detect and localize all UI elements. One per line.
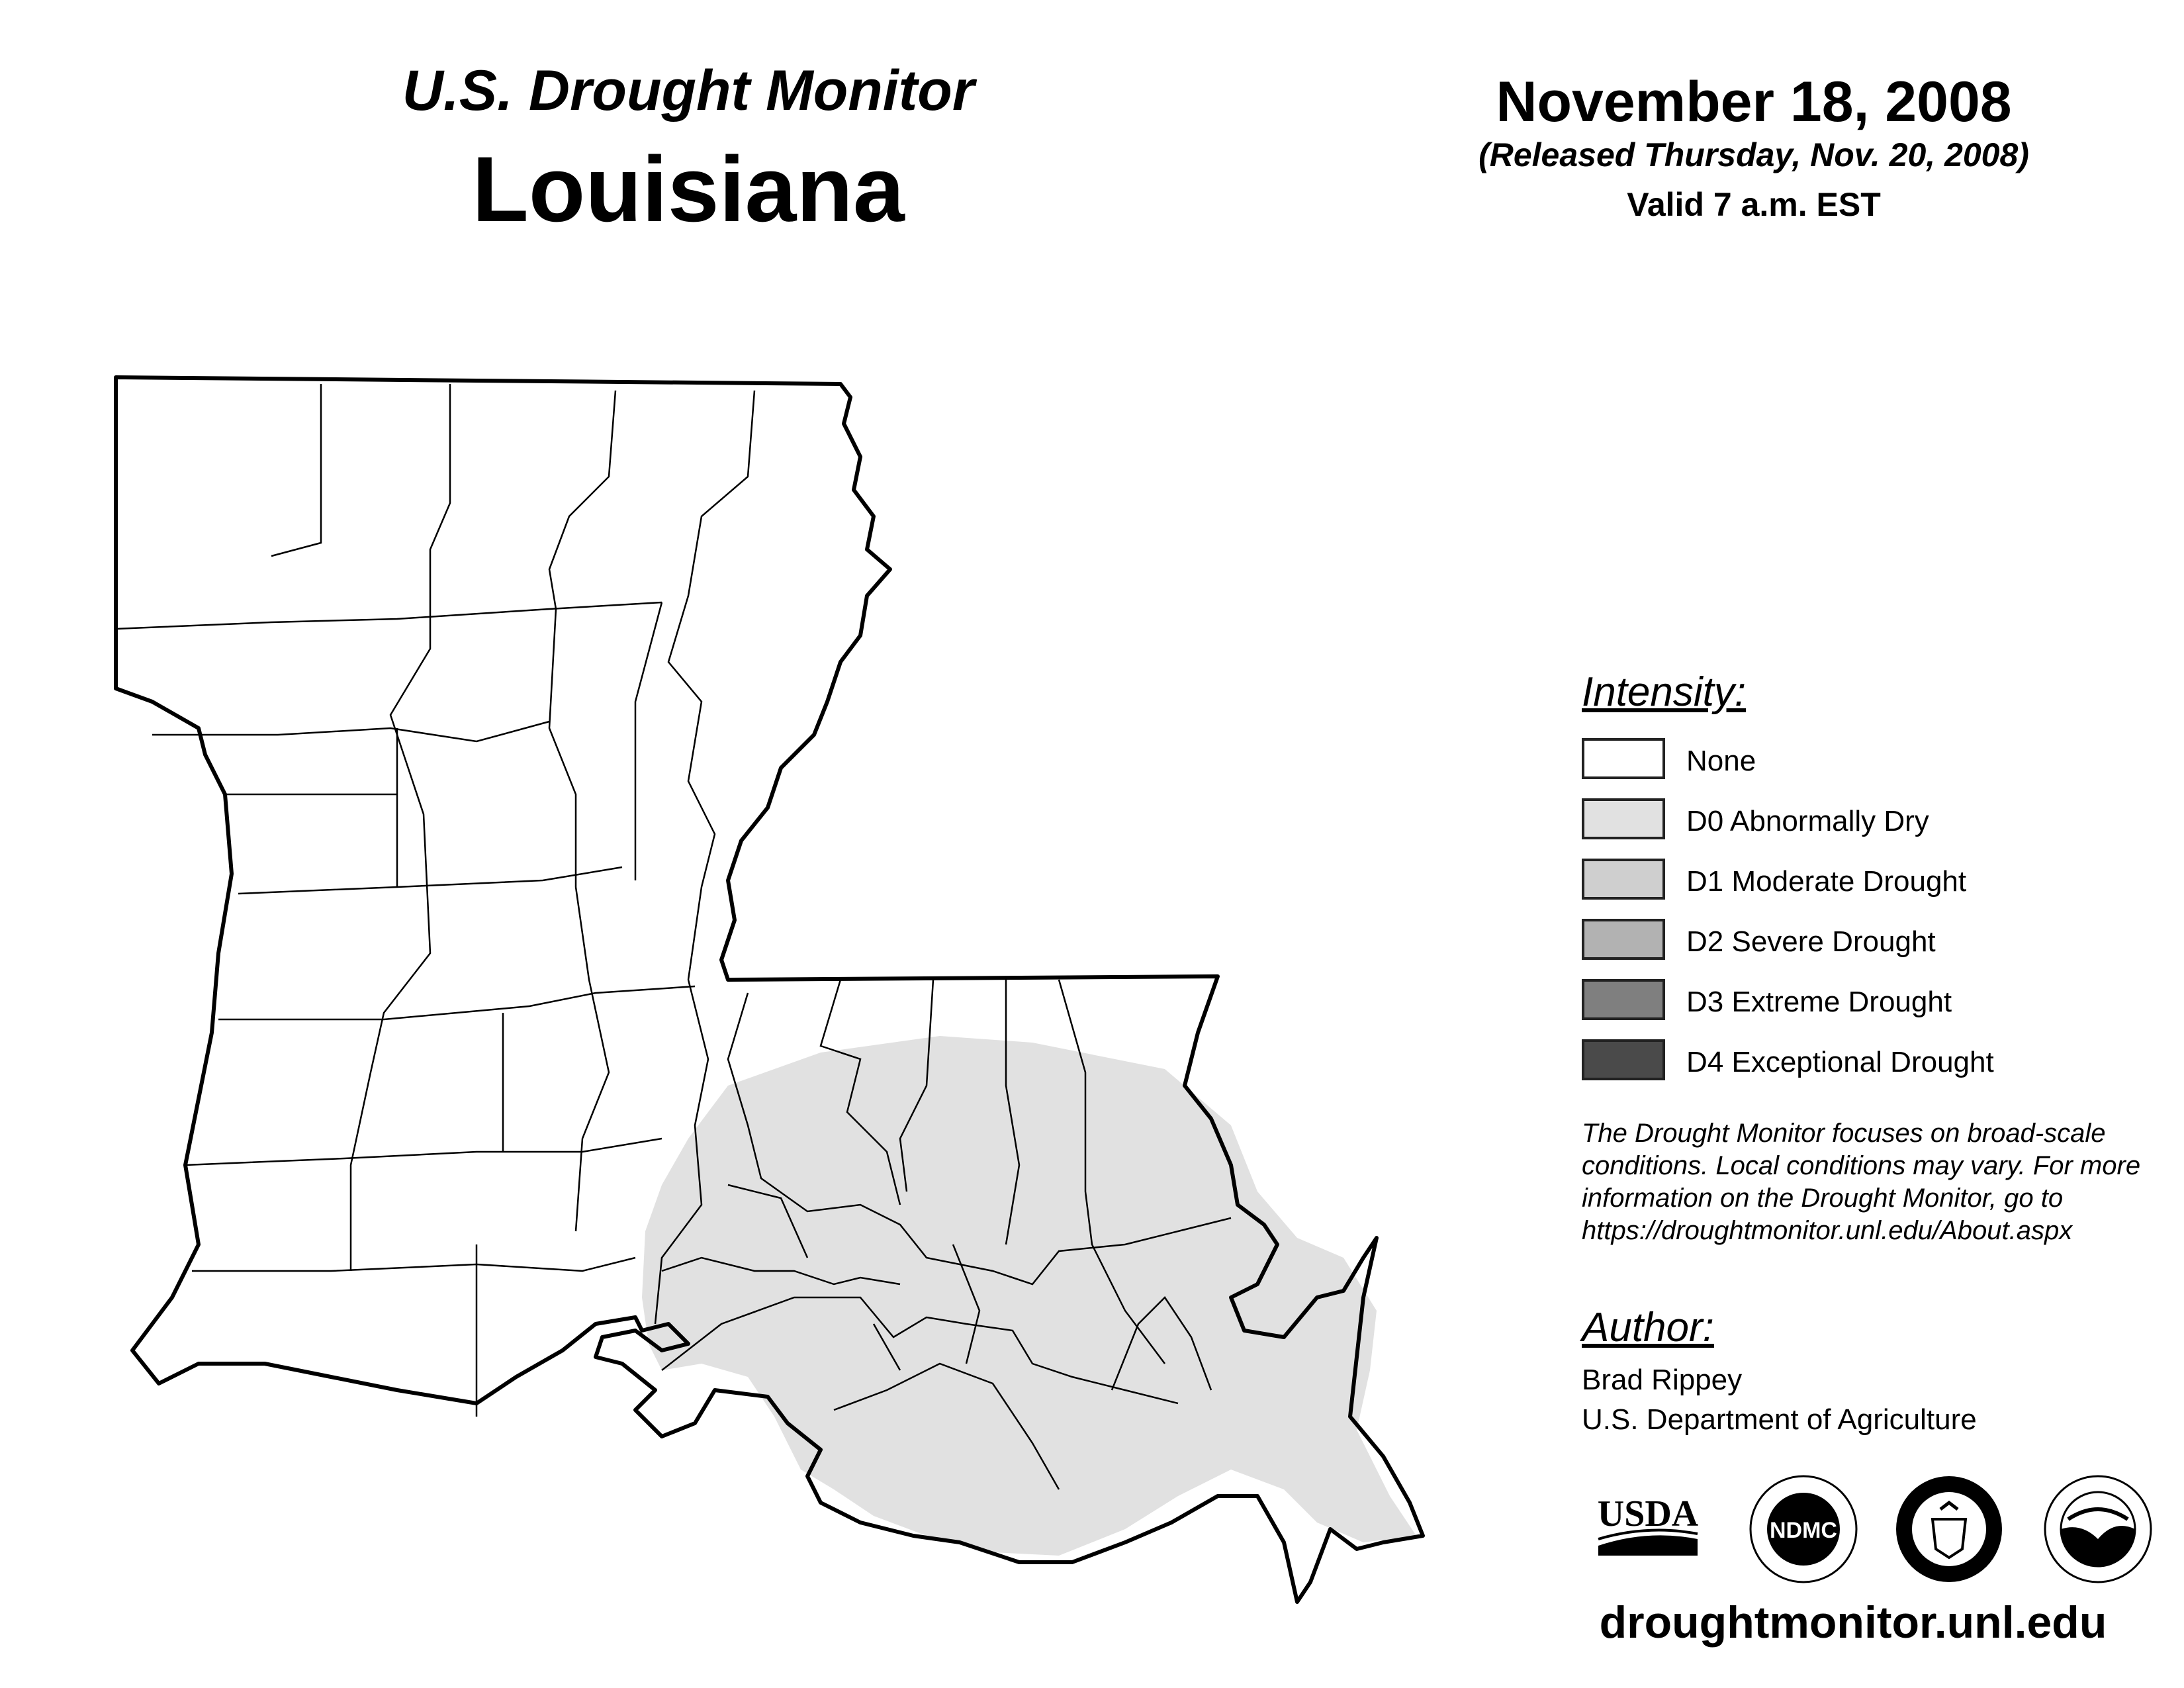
author-title: Author: bbox=[1582, 1305, 1714, 1350]
legend-swatch bbox=[1582, 1039, 1665, 1080]
legend-swatch bbox=[1582, 919, 1665, 960]
usda-logo-text: USDA bbox=[1597, 1493, 1699, 1534]
legend-label: D3 Extreme Drought bbox=[1686, 986, 1952, 1018]
legend-swatch bbox=[1582, 979, 1665, 1020]
author-name: Brad Rippey bbox=[1582, 1364, 1743, 1396]
ndmc-logo bbox=[1747, 1473, 1860, 1585]
release-date: (Released Thursday, Nov. 20, 2008) bbox=[1479, 136, 2029, 173]
legend-swatch bbox=[1582, 798, 1665, 839]
legend-title: Intensity: bbox=[1582, 669, 1747, 715]
map-date: November 18, 2008 bbox=[1496, 70, 2012, 134]
legend-swatch bbox=[1582, 859, 1665, 900]
legend-label: D4 Exceptional Drought bbox=[1686, 1046, 1994, 1078]
disclaimer-text: The Drought Monitor focuses on broad-scale conditions. Local conditions may vary. For more information on the Drought Monitor, go to https://droughtmonitor.unl.edu/About.aspx bbox=[1582, 1119, 2141, 1245]
d0-drought-area bbox=[642, 1036, 1416, 1556]
legend-swatch bbox=[1582, 738, 1665, 779]
legend-label: D1 Moderate Drought bbox=[1686, 865, 1967, 898]
legend-label: None bbox=[1686, 745, 1756, 777]
author-organization: U.S. Department of Agriculture bbox=[1582, 1403, 1977, 1436]
usda-logo bbox=[1592, 1473, 1704, 1585]
legend-label: D0 Abnormally Dry bbox=[1686, 805, 1929, 837]
website-url: droughtmonitor.unl.edu bbox=[1599, 1597, 2107, 1648]
product-title: U.S. Drought Monitor bbox=[402, 59, 975, 122]
state-title: Louisiana bbox=[472, 137, 905, 241]
legend-label: D2 Severe Drought bbox=[1686, 925, 1936, 958]
doc-seal-logo bbox=[1893, 1473, 2005, 1585]
noaa-logo bbox=[2042, 1473, 2154, 1585]
valid-time: Valid 7 a.m. EST bbox=[1627, 186, 1881, 223]
ndmc-logo-text: NDMC bbox=[1770, 1518, 1837, 1543]
